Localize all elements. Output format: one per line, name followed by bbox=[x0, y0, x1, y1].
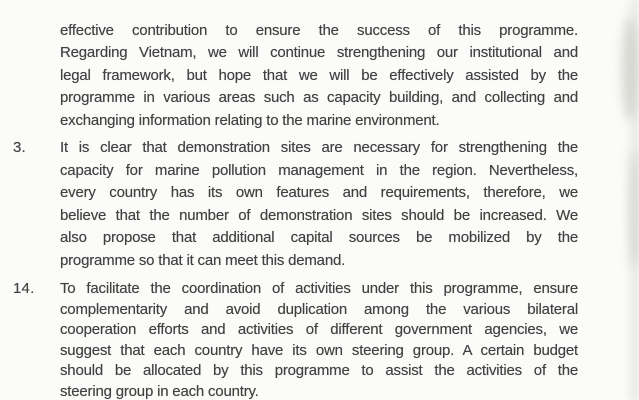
text-line: legal framework, but hope that we will be effectively assisted by the bbox=[60, 66, 578, 84]
text-line: suggest that each country have its own steering group. A certain budget bbox=[60, 341, 578, 359]
text-line: steering group in each country. bbox=[60, 382, 259, 400]
paragraph-number: 14. bbox=[13, 280, 35, 297]
paragraph-number: 3. bbox=[13, 139, 26, 156]
paragraph-text bbox=[60, 20, 578, 132]
text-line: exchanging information relating to the marine environment. bbox=[60, 111, 440, 129]
text-line: believe that the number of demonstration sites should be increased. We bbox=[60, 206, 578, 224]
text-line: Regarding Vietnam, we will continue strengthening our institutional and bbox=[60, 44, 578, 62]
text-line: should be allocated by this programme to assist the activities of the bbox=[60, 362, 578, 380]
text-line: It is clear that demonstration sites are necessary for strengthening the bbox=[60, 139, 578, 156]
text-line: also propose that additional capital sources be mobilized by the bbox=[60, 229, 578, 247]
text-line: effective contribution to ensure the success of this programme. bbox=[60, 22, 578, 39]
text-line: complementarity and avoid duplication among the various bilateral bbox=[60, 300, 578, 318]
scan-edge-shadow bbox=[623, 0, 639, 400]
text-line: programme in various areas such as capacity building, and collecting and bbox=[60, 89, 578, 107]
text-line: every country has its own features and requirements, therefore, we bbox=[60, 184, 578, 202]
scan-smudge-top-right bbox=[621, 16, 638, 121]
paragraph-text bbox=[60, 137, 578, 273]
scan-smudge-mid-right bbox=[628, 150, 639, 270]
text-line: cooperation efforts and activities of different government agencies, we bbox=[60, 321, 578, 339]
paragraph-text bbox=[60, 279, 578, 400]
text-line: capacity for marine pollution management in the region. Nevertheless, bbox=[60, 161, 578, 179]
text-line: To facilitate the coordination of activities under this programme, ensure bbox=[60, 280, 578, 297]
text-line: programme so that it can meet this demand. bbox=[60, 251, 346, 269]
